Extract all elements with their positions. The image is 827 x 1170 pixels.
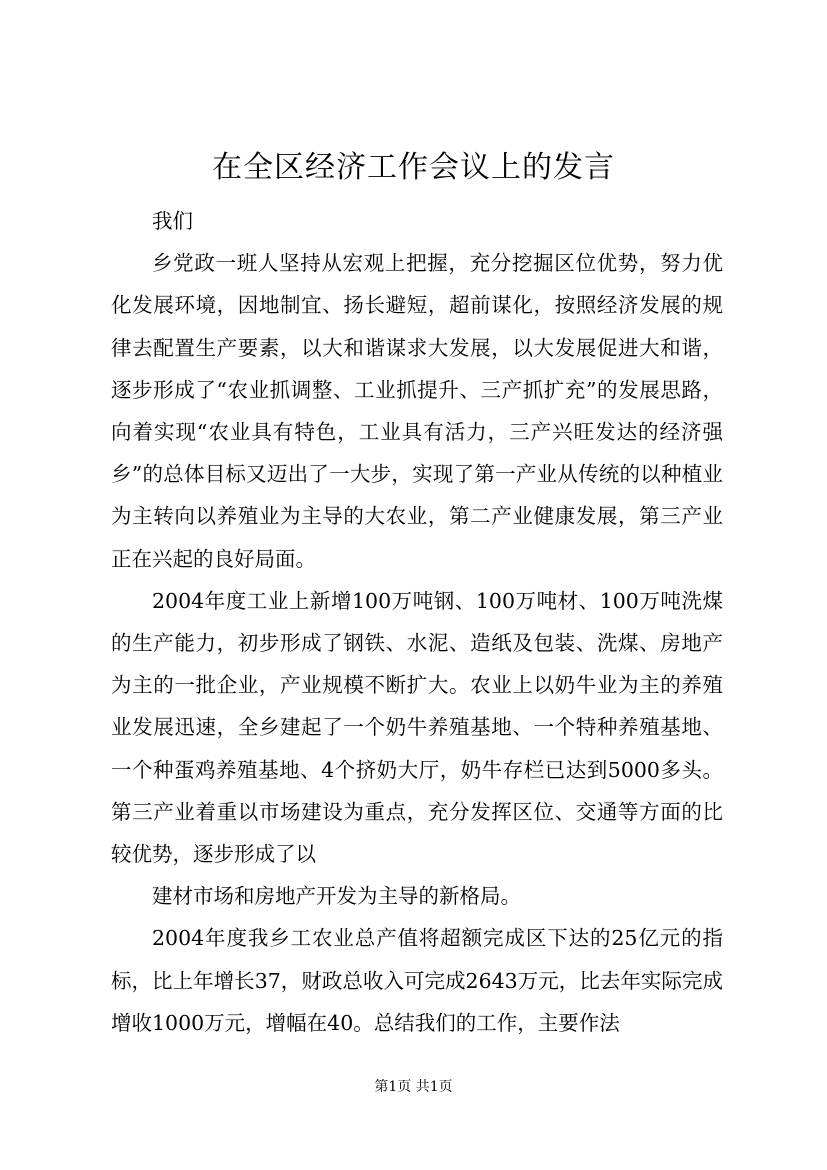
paragraph-2004-output-summary: 2004年度我乡工农业总产值将超额完成区下达的25亿元的指标，比上年增长37，财政总收入可完成2643万元，比去年实际完成增收1000万元，增幅在40。总结我们的工作，主要作法 <box>111 926 723 1035</box>
document-body <box>111 200 723 1044</box>
page-number-label: 第1页 共1页 <box>374 1079 453 1095</box>
paragraph-2004-industry-agriculture: 2004年度工业上新增100万吨钢、100万吨材、100万吨洗煤的生产能力，初步形成了钢铁、水泥、造纸及包装、洗煤、房地产为主的一批企业，产业规模不断扩大。农业上以奶牛业为主的养殖业发展迅速，全乡建起了一个奶牛养殖基地、一个特种养殖基地、一个种蛋鸡养殖基地、4个挤奶大厅，奶牛存栏已达到5000多头。第三产业着重以市场建设为重点，充分发挥区位、交通等方面的比较优势，逐步形成了以 <box>111 588 723 867</box>
paragraph-opening: 我们 <box>152 209 193 233</box>
paragraph-development-overview: 乡党政一班人坚持从宏观上把握，充分挖掘区位优势，努力优化发展环境，因地制宜、扬长避短，超前谋化，按照经济发展的规律去配置生产要素，以大和谐谋求大发展，以大发展促进大和谐，逐步形成了“农业抓调整、工业抓提升、三产抓扩充”的发展思路，向着实现“农业具有特色，工业具有活力，三产兴旺发达的经济强乡”的总体目标又迈出了一大步，实现了第一产业从传统的以种植业为主转向以养殖业为主导的大农业，第二产业健康发展，第三产业正在兴起的良好局面。 <box>111 251 723 571</box>
paragraph-building-materials-market: 建材市场和房地产开发为主导的新格局。 <box>152 884 521 909</box>
document-title: 在全区经济工作会议上的发言 <box>212 150 615 185</box>
page-footer <box>0 1077 827 1097</box>
